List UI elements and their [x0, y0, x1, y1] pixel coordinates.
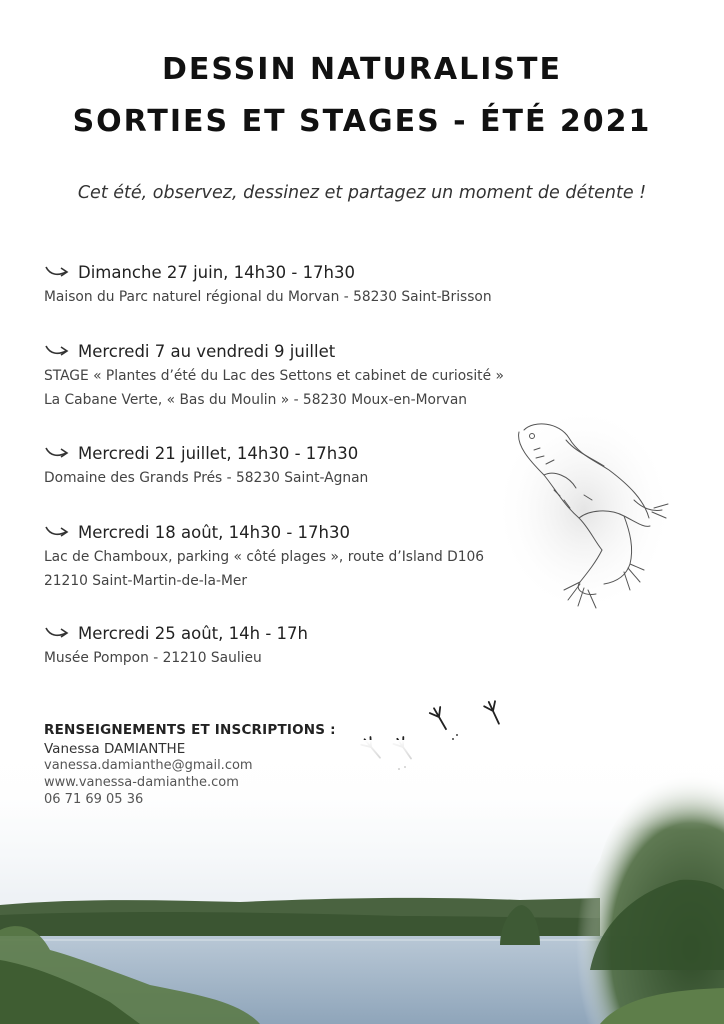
contact-name: Vanessa DAMIANTHE — [44, 741, 186, 757]
contact-heading: RENSEIGNEMENTS ET INSCRIPTIONS : — [44, 722, 336, 738]
event-detail: Domaine des Grands Prés - 58230 Saint-Agnan — [44, 470, 369, 486]
curved-arrow-icon — [44, 624, 70, 642]
curved-arrow-icon — [44, 523, 70, 541]
event-heading: Mercredi 25 août, 14h - 17h — [78, 623, 308, 643]
event-heading: Mercredi 18 août, 14h30 - 17h30 — [78, 522, 350, 542]
title-line-1: DESSIN NATURALISTE — [162, 52, 562, 87]
event-detail: Musée Pompon - 21210 Saulieu — [44, 650, 262, 666]
event-detail: 21210 Saint-Martin-de-la-Mer — [44, 573, 248, 589]
tagline: Cet été, observez, dessinez et partagez un moment de détente ! — [77, 183, 647, 203]
contact-email[interactable]: vanessa.damianthe@gmail.com — [44, 758, 253, 773]
curved-arrow-icon — [44, 444, 70, 462]
curved-arrow-icon — [44, 263, 70, 281]
contact-website[interactable]: www.vanessa-damianthe.com — [44, 775, 239, 790]
event-item — [44, 261, 564, 309]
event-heading: Mercredi 7 au vendredi 9 juillet — [78, 341, 336, 361]
event-heading: Mercredi 21 juillet, 14h30 - 17h30 — [78, 443, 359, 463]
event-detail: STAGE « Plantes d’été du Lac des Settons et cabinet de curiosité » — [44, 368, 504, 384]
event-heading: Dimanche 27 juin, 14h30 - 17h30 — [78, 262, 356, 282]
event-detail: Maison du Parc naturel régional du Morvan - 58230 Saint-Brisson — [44, 289, 492, 305]
event-detail: La Cabane Verte, « Bas du Moulin » - 58230 Moux-en-Morvan — [44, 392, 468, 408]
contact-phone: 06 71 69 05 36 — [44, 792, 144, 807]
contact-block — [44, 722, 336, 808]
event-detail: Lac de Chamboux, parking « côté plages », route d’Island D106 — [44, 549, 485, 565]
frog-sketch-illustration — [484, 400, 674, 620]
curved-arrow-icon — [44, 342, 70, 360]
title-line-2: SORTIES ET STAGES - ÉTÉ 2021 — [72, 104, 652, 139]
event-item — [44, 622, 564, 670]
